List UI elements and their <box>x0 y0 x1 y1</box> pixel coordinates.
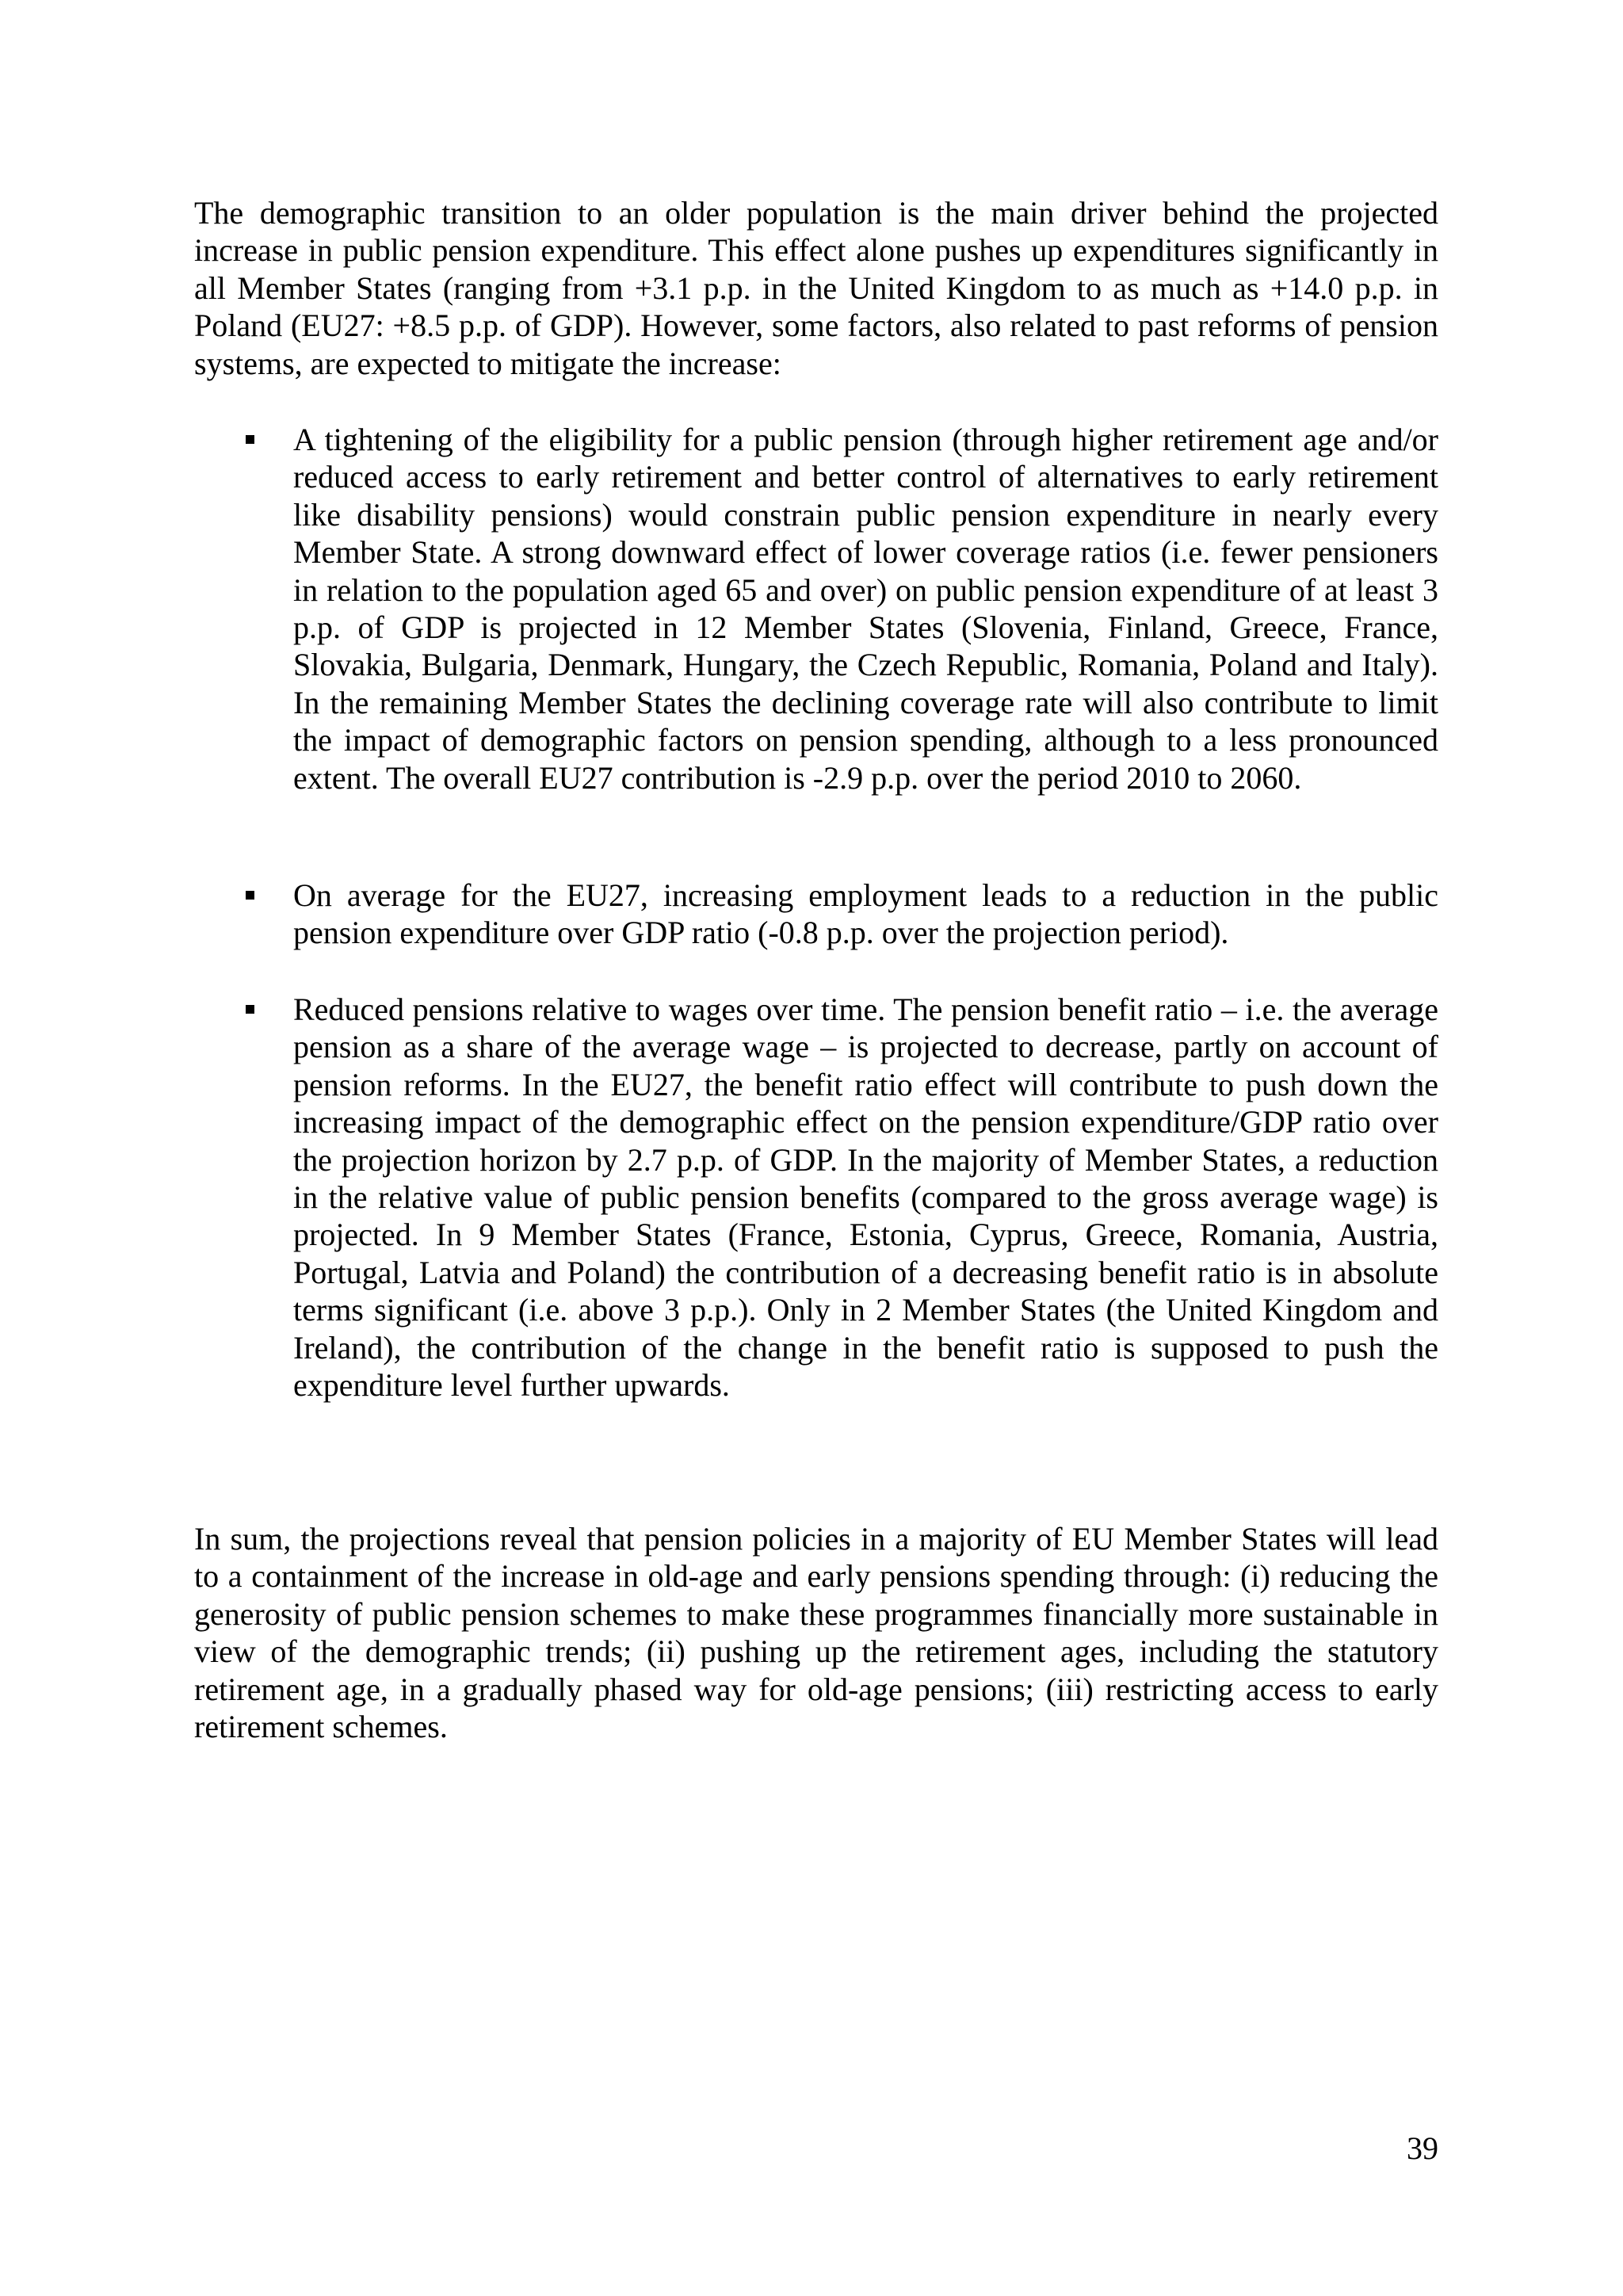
square-bullet-icon <box>246 1005 254 1014</box>
intro-paragraph: The demographic transition to an older population is the main driver behind the projected increase in public pension expenditure. This effect alone pushes up expenditures significantly in all Member States (ranging from +3.1 p.p. in the United Kingdom to as much as +14.0 p.p. in Poland (EU27: +8.5 p.p. of GDP). However, some factors, also related to past reforms of pension systems, are expected to mitigate the increase: <box>194 195 1438 381</box>
conclusion-paragraph: In sum, the projections reveal that pension policies in a majority of EU Member States will lead to a containment of the increase in old-age and early pensions spending through: (i) reducing the generosity of public pension schemes to make these programmes financially more sustainable in view of the demographic trends; (ii) pushing up the retirement ages, including the statutory retirement age, in a gradually phased way for old-age pensions; (iii) restricting access to early retirement schemes. <box>194 1521 1438 1745</box>
page-number: 39 <box>1407 2130 1438 2166</box>
bullet-text: On average for the EU27, increasing employment leads to a reduction in the public pension expenditure over GDP ratio (-0.8 p.p. over the projection period). <box>293 877 1438 951</box>
bullet-text: A tightening of the eligibility for a public pension (through higher retirement age and/or reduced access to early retirement and better control of alternatives to early retirement like disability pensions) would constrain public pension expenditure in nearly every Member State. A strong downward effect of lower coverage ratios (i.e. fewer pensioners in relation to the population aged 65 and over) on public pension expenditure of at least 3 p.p. of GDP is projected in 12 Member States (Slovenia, Finland, Greece, France, Slovakia, Bulgaria, Denmark, Hungary, the Czech Republic, Romania, Poland and Italy). In the remaining Member States the declining coverage rate will also contribute to limit the impact of demographic factors on pension spending, although to a less pronounced extent. The overall EU27 contribution is -2.9 p.p. over the period 2010 to 2060. <box>293 422 1438 796</box>
square-bullet-icon <box>246 435 254 444</box>
bullet-text: Reduced pensions relative to wages over time. The pension benefit ratio – i.e. the average pension as a share of the average wage – is projected to decrease, partly on account of pension reforms. In the EU27, the benefit ratio effect will contribute to push down the increasing impact of the demographic effect on the pension expenditure/GDP ratio over the projection horizon by 2.7 p.p. of GDP. In the majority of Member States, a reduction in the relative value of public pension benefits (compared to the gross average wage) is projected. In 9 Member States (France, Estonia, Cyprus, Greece, Romania, Austria, Portugal, Latvia and Poland) the contribution of a decreasing benefit ratio is in absolute terms significant (i.e. above 3 p.p.). Only in 2 Member States (the United Kingdom and Ireland), the contribution of the change in the benefit ratio is supposed to push the expenditure level further upwards. <box>293 991 1438 1404</box>
square-bullet-icon <box>246 891 254 900</box>
